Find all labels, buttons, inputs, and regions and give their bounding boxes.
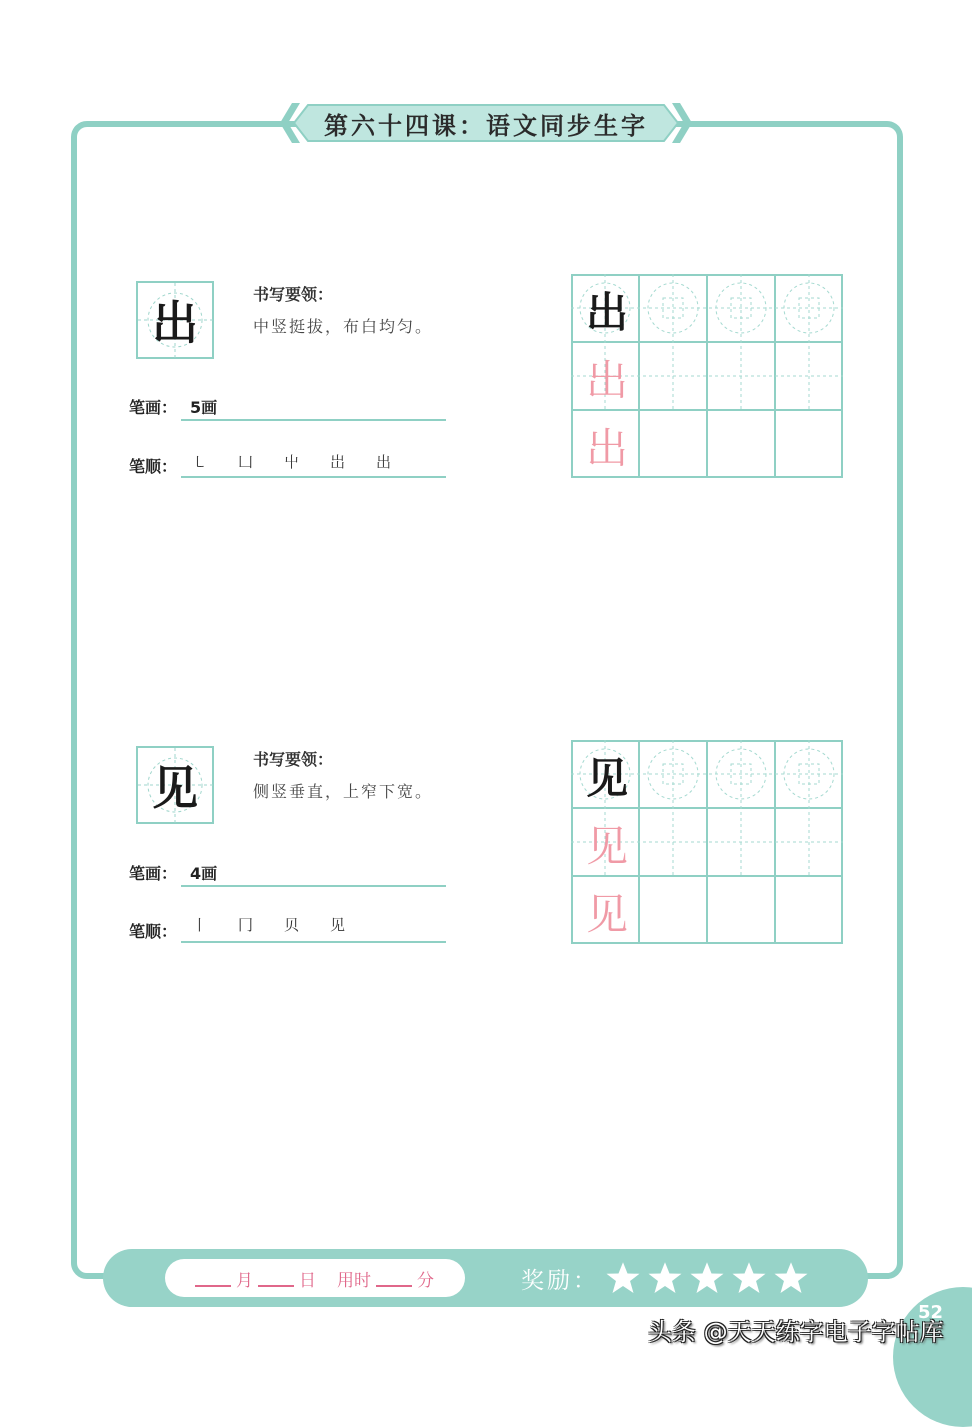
tip-text: 中竖挺拔，布白均匀。 <box>253 317 434 336</box>
star-icon[interactable] <box>731 1260 767 1296</box>
grid-trace-character: 见 <box>585 890 628 939</box>
page-number: 52 <box>918 1302 944 1323</box>
minutes-blank[interactable] <box>376 1269 412 1287</box>
time-label: 用时 <box>337 1270 371 1291</box>
footer-bar <box>103 1249 868 1307</box>
reward-section <box>521 1249 809 1307</box>
stroke-step: 出 <box>376 453 392 471</box>
practice-grid[interactable] <box>571 740 843 944</box>
stroke-order-steps <box>192 451 422 472</box>
grid-model-character: 见 <box>585 754 628 803</box>
stroke-step: 丨 <box>192 916 208 934</box>
day-label: 日 <box>299 1270 316 1291</box>
stroke-order-label: 笔顺： <box>129 922 178 941</box>
star-icon[interactable] <box>605 1260 641 1296</box>
minute-label: 分 <box>417 1270 434 1291</box>
stroke-order-label: 笔顺： <box>129 457 178 476</box>
model-character-box <box>136 281 214 359</box>
grid-trace-character: 出 <box>585 424 628 473</box>
model-character: 出 <box>152 296 198 350</box>
stroke-step: 见 <box>330 916 346 934</box>
date-time-pill <box>165 1259 465 1297</box>
stroke-count-value: 4画 <box>190 864 218 883</box>
model-character-box <box>136 746 214 824</box>
stroke-step: 凵 <box>238 453 254 471</box>
practice-grid[interactable] <box>571 274 843 478</box>
tip-label: 书写要领： <box>253 750 334 769</box>
watermark: 头条 @天天练字电子字帖库 <box>648 1318 944 1346</box>
stroke-count-value: 5画 <box>190 398 218 417</box>
tip-label: 书写要领： <box>253 285 334 304</box>
stroke-count-label: 笔画： <box>129 864 178 883</box>
page-title: 第六十四课：语文同步生字 <box>324 111 648 140</box>
underline <box>181 419 446 421</box>
stroke-step: 岀 <box>330 453 346 471</box>
day-blank[interactable] <box>258 1269 294 1287</box>
reward-label: 奖励： <box>521 1267 599 1294</box>
star-icon[interactable] <box>689 1260 725 1296</box>
star-icon[interactable] <box>773 1260 809 1296</box>
month-label: 月 <box>236 1270 253 1291</box>
tip-text: 侧竖垂直，上窄下宽。 <box>253 782 434 801</box>
grid-model-character: 出 <box>585 288 628 337</box>
grid-trace-character: 见 <box>585 822 628 871</box>
grid-trace-character: 出 <box>585 356 628 405</box>
stroke-step: 屮 <box>284 453 300 471</box>
reward-stars <box>605 1260 809 1296</box>
stroke-step: 贝 <box>284 916 300 934</box>
underline <box>181 885 446 887</box>
star-icon[interactable] <box>647 1260 683 1296</box>
title-banner <box>278 101 694 145</box>
underline <box>181 941 446 943</box>
stroke-step: ㇄ <box>192 453 208 471</box>
stroke-step: 冂 <box>238 916 254 934</box>
model-character: 见 <box>152 761 198 815</box>
stroke-order-steps <box>192 914 376 935</box>
stroke-count-label: 笔画： <box>129 398 178 417</box>
underline <box>181 476 446 478</box>
month-blank[interactable] <box>195 1269 231 1287</box>
